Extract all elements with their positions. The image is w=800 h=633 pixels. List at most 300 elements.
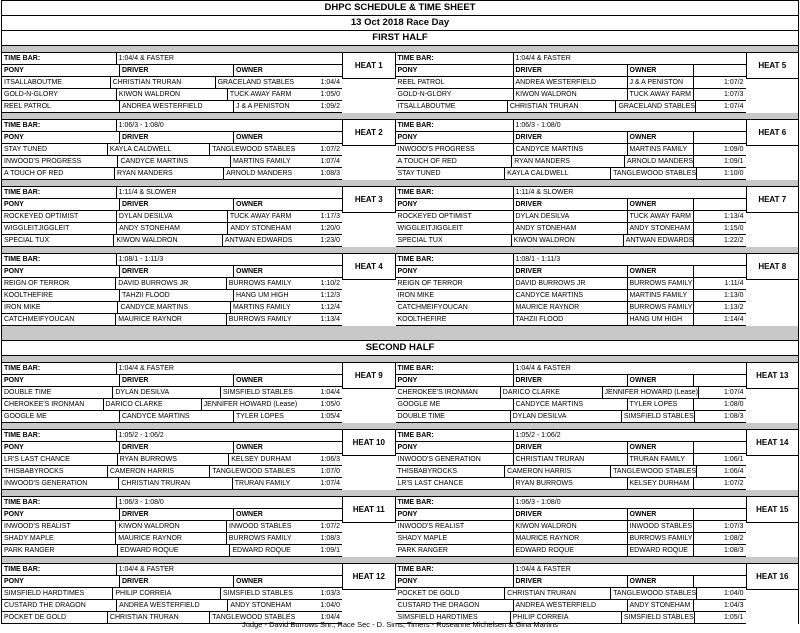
owner-name: HANG UM HIGH [628,314,694,325]
page-title: DHPC SCHEDULE & TIME SHEET [1,0,799,15]
column-header-row [396,132,746,144]
owner-name: BURROWS FAMILY [629,304,693,311]
finish-time: 1:07/2 [320,523,340,530]
owner-name: TYLER LOPES [628,399,694,410]
time-header [290,65,342,76]
owner-name: TANGLEWOOD STABLES [613,468,697,475]
pony-name: STAY TUNED [2,144,108,155]
owner-header: OWNER [628,266,694,277]
time-header [290,199,342,210]
table-row [2,278,342,290]
pony-header: PONY [396,576,514,587]
owner-header: OWNER [628,442,694,453]
driver-name: PHILIP CORREIA [113,588,221,599]
driver-name: KIWON WALDRON [117,89,228,100]
driver-header: DRIVER [514,576,628,587]
finish-time: 1:07/3 [724,523,744,530]
driver-name: MAURICE RAYNOR [514,533,628,544]
table-row [2,387,342,399]
pony-name: ROCKEYED OPTIMIST [2,211,117,222]
column-header-row [396,442,746,454]
time-bar-row [2,496,342,509]
time-bar-label: TIME BAR: [2,254,117,265]
heat-number: HEAT 1 [342,52,396,79]
driver-name: ANDREA WESTERFIELD [117,600,228,611]
driver-header: DRIVER [120,132,234,143]
finish-time: 1:07/4 [724,389,744,396]
owner-name: SIMSFIELD STABLES [623,413,694,420]
owner-name: BURROWS FAMILY [629,280,693,287]
pony-name: WIGGLEITJIGGLEIT [396,223,514,234]
heat-number: HEAT 10 [342,429,396,456]
time-bar-label: TIME BAR: [2,53,117,64]
time-bar-value: 1:06/3 - 1:08/0 [118,122,164,129]
right-heat-table [396,362,746,423]
driver-header: DRIVER [514,442,628,453]
finish-time: 1:08/3 [320,535,340,542]
driver-name: ANDY STONEHAM [514,223,628,234]
pony-header: PONY [396,509,514,520]
time-header [694,375,746,386]
time-bar-label: TIME BAR: [396,120,514,131]
owner-header: OWNER [236,134,263,141]
driver-name: CANDYCE MARTINS [514,144,628,155]
left-heat-table [2,186,342,247]
table-row [396,101,746,113]
driver-header: DRIVER [120,266,234,277]
halves-container [1,30,799,624]
finish-time: 1:23/0 [320,237,340,244]
owner-name: ANDY STONEHAM [628,223,694,234]
driver-header: DRIVER [120,375,234,386]
pony-name: ROCKEYED OPTIMIST [396,211,514,222]
left-heat-table [2,429,342,490]
column-header-row [396,199,746,211]
finish-time: 1:07/2 [724,480,744,487]
driver-name: KIWON WALDRON [514,89,628,100]
driver-name: CHRISTIAN TRURAN [514,454,628,465]
driver-name: DYLAN DESILVA [113,387,221,398]
pony-header: PONY [2,199,120,210]
owner-name: TUCK AWAY FARM [628,211,694,222]
driver-name: CANDYCE MARTINS [118,302,231,313]
right-heat-table [396,563,746,624]
time-bar-value: 1:11/4 & SLOWER [515,189,574,196]
time-bar-row [396,362,746,375]
column-header-row [396,266,746,278]
heat-number: HEAT 2 [342,119,396,146]
pony-name: INWOOD'S GENERATION [2,478,119,489]
finish-time: 1:07/4 [724,103,744,110]
finish-time: 1:09/1 [320,547,340,554]
driver-name: KIWON WALDRON [114,235,223,246]
owner-name: KELSEY DURHAM [231,456,292,463]
time-bar-row [396,429,746,442]
driver-name: CHRISTIAN TRURAN [119,478,232,489]
pony-name: REIGN OF TERROR [2,278,116,289]
officials-footer: Judge - David Burrows Snr.; Race Sec - D. Sims; Timers - Roseanne Michelsen & Gina Martins [242,620,558,629]
pony-header: PONY [396,132,514,143]
pony-header: PONY [396,442,514,453]
finish-time: 1:04/0 [724,590,744,597]
time-bar-row [2,362,342,375]
race-date: 13 Oct 2018 Race Day [1,15,799,30]
pony-name: SHADY MAPLE [396,533,514,544]
finish-time: 1:05/1 [724,614,744,621]
time-bar-value: 1:06/3 - 1:08/0 [515,499,561,506]
driver-header: DRIVER [514,509,628,520]
time-header [694,442,746,453]
owner-name: BURROWS FAMILY [228,280,292,287]
column-header-row [2,132,342,144]
owner-header: OWNER [628,132,694,143]
finish-time: 1:05/4 [320,413,340,420]
pony-name: THISBABYROCKS [396,466,506,477]
heat-number: HEAT 14 [746,429,799,456]
heat-number: HEAT 3 [342,186,396,213]
time-header [694,266,746,277]
table-row [2,223,342,235]
table-row [2,290,342,302]
finish-time: 1:08/3 [320,170,340,177]
pony-header: PONY [396,266,514,277]
owner-name: SIMSFIELD STABLES [623,614,694,621]
column-header-row [396,375,746,387]
time-bar-row [396,253,746,266]
owner-header: OWNER [628,375,694,386]
heat-block [1,186,799,247]
time-header [290,442,342,453]
column-header-row [2,509,342,521]
owner-header: OWNER [628,509,694,520]
driver-name: PHILIP CORREIA [511,612,622,623]
table-row [2,168,342,180]
owner-name: JENNIFER HOWARD (Lease) [604,389,699,396]
pony-name: INWOOD'S REALIST [2,521,116,532]
finish-time: 1:04/4 [320,79,340,86]
owner-header: OWNER [236,268,263,275]
driver-name: TAHZII FLOOD [120,290,234,301]
owner-name: EDWARD ROQUE [232,547,291,554]
finish-time: 1:17/3 [320,213,340,220]
finish-time: 1:04/0 [320,602,340,609]
pony-header: PONY [2,375,120,386]
driver-name: CANDYCE MARTINS [118,156,231,167]
table-row [2,466,342,478]
driver-name: CHRISTIAN TRURAN [108,612,210,623]
pony-name: KOOLTHEFIRE [2,290,120,301]
finish-time: 1:11/4 [724,280,744,287]
column-header-row [2,65,342,77]
owner-header: OWNER [236,201,263,208]
owner-name: MARTINS FAMILY [628,144,694,155]
pony-name: CUSTARD THE DRAGON [396,600,514,611]
pony-name: STAY TUNED [396,168,506,179]
pony-header: PONY [396,65,514,76]
time-bar-label: TIME BAR: [2,564,117,575]
finish-time: 1:13/4 [724,213,744,220]
owner-header: OWNER [628,576,694,587]
column-header-row [2,442,342,454]
finish-time: 1:07/4 [320,480,340,487]
time-header [290,576,342,587]
column-header-row [396,509,746,521]
table-row [2,235,342,247]
right-heat-table [396,496,746,557]
driver-name: MAURICE RAYNOR [514,302,628,313]
finish-time: 1:12/3 [320,292,340,299]
pony-header: PONY [2,442,120,453]
half-title: SECOND HALF [1,340,799,356]
table-row [2,533,342,545]
finish-time: 1:05/0 [320,91,340,98]
time-bar-row [2,186,342,199]
pony-name: INWOOD'S GENERATION [396,454,514,465]
table-row [396,77,746,89]
time-header [290,375,342,386]
heat-number: HEAT 11 [342,496,396,523]
driver-name: DYLAN DESILVA [117,211,228,222]
owner-name: ANTWAN EDWARDS [625,237,694,244]
half-title: FIRST HALF [1,30,799,46]
table-row [396,223,746,235]
pony-header: PONY [396,375,514,386]
finish-time: 1:22/2 [724,237,744,244]
pony-name: GOLD-N-GLORY [396,89,514,100]
owner-name: EDWARD ROQUE [628,545,694,556]
heat-block [1,563,799,624]
driver-header: DRIVER [120,65,234,76]
owner-name: HANG UM HIGH [236,292,289,299]
half-separator [1,326,799,340]
driver-header: DRIVER [120,509,234,520]
driver-name: RYAN BURROWS [118,454,230,465]
table-row [2,521,342,533]
driver-name: RYAN BURROWS [514,478,628,489]
pony-name: CATCHMEIFYOUCAN [2,314,116,325]
table-row [396,168,746,180]
table-row [2,600,342,612]
time-bar-value: 1:04/4 & FASTER [118,55,174,62]
pony-name: REIGN OF TERROR [396,278,514,289]
driver-header: DRIVER [120,442,234,453]
table-row [2,478,342,490]
heat-number: HEAT 13 [746,362,799,389]
pony-name: LR'S LAST CHANCE [396,478,514,489]
finish-time: 1:13/0 [724,292,744,299]
table-row [396,211,746,223]
time-bar-value: 1:04/4 & FASTER [118,566,174,573]
driver-name: ANDREA WESTERFIELD [120,101,234,112]
time-bar-row [396,119,746,132]
finish-time: 1:09/1 [724,158,744,165]
driver-name: KAYLA CALDWELL [108,144,210,155]
column-header-row [396,576,746,588]
owner-name: BURROWS FAMILY [228,316,292,323]
owner-name: SIMSFIELD STABLES [222,389,293,396]
driver-header: DRIVER [514,132,628,143]
owner-name: J & A PENISTON [628,77,694,88]
finish-time: 1:08/3 [724,413,744,420]
pony-name: IRON MIKE [396,290,514,301]
pony-name: INWOOD'S REALIST [396,521,514,532]
heat-number: HEAT 15 [746,496,799,523]
owner-header: OWNER [236,578,263,585]
time-header [290,132,342,143]
heat-block [1,496,799,557]
table-row [396,89,746,101]
pony-name: GOLD-N-GLORY [2,89,117,100]
driver-name: CANDYCE MARTINS [514,290,628,301]
heat-number: HEAT 8 [746,253,799,280]
time-bar-row [396,496,746,509]
owner-name: TUCK AWAY FARM [229,213,292,220]
pony-name: KOOLTHEFIRE [396,314,514,325]
left-heat-table [2,52,342,113]
driver-name: ANDY STONEHAM [117,223,228,234]
finish-time: 1:06/4 [724,468,744,475]
left-heat-table [2,362,342,423]
owner-name: MARTINS FAMILY [628,290,694,301]
finish-time: 1:20/0 [320,225,340,232]
time-bar-row [396,186,746,199]
finish-time: 1:07/2 [320,146,340,153]
owner-name: KELSEY DURHAM [628,478,694,489]
right-heat-table [396,186,746,247]
time-bar-label: TIME BAR: [2,120,117,131]
right-heat-table [396,52,746,113]
table-row [396,235,746,247]
table-row [2,454,342,466]
table-row [396,278,746,290]
driver-name: RYAN MANDERS [115,168,224,179]
finish-time: 1:04/3 [724,602,744,609]
column-header-row [2,266,342,278]
owner-name: BURROWS FAMILY [228,535,292,542]
owner-name: ANDY STONEHAM [628,600,694,611]
time-bar-value: 1:04/4 & FASTER [515,365,571,372]
owner-header: OWNER [236,377,263,384]
driver-name: DYLAN DESILVA [511,411,622,422]
finish-time: 1:13/2 [724,304,744,311]
time-bar-value: 1:05/2 - 1:06/2 [118,432,164,439]
heat-block [1,119,799,180]
finish-time: 1:03/3 [320,590,340,597]
time-bar-label: TIME BAR: [396,363,514,374]
table-row [2,144,342,156]
table-row [396,144,746,156]
pony-header: PONY [2,576,120,587]
pony-name: POCKET DE GOLD [396,588,506,599]
owner-name: TYLER LOPES [236,413,284,420]
table-row [396,387,746,399]
left-heat-table [2,253,342,326]
time-bar-row [2,52,342,65]
driver-name: KIWON WALDRON [514,521,628,532]
time-header [694,199,746,210]
table-row [2,411,342,423]
finish-time: 1:06/3 [320,456,340,463]
driver-name: TAHZII FLOOD [514,314,628,325]
driver-name: CAMERON HARRIS [505,466,611,477]
table-row [2,399,342,411]
owner-name: TRURAN FAMILY [234,480,291,487]
driver-name: KIWON WALDRON [116,521,227,532]
table-row [2,314,342,326]
owner-name: TUCK AWAY FARM [229,91,292,98]
pony-name: A TOUCH OF RED [396,156,513,167]
finish-time: 1:08/2 [724,535,744,542]
driver-name: DAVID BURROWS JR [514,278,628,289]
table-row [396,600,746,612]
time-bar-row [396,52,746,65]
time-bar-value: 1:06/3 - 1:08/0 [118,499,164,506]
pony-name: A TOUCH OF RED [2,168,115,179]
pony-header: PONY [2,65,120,76]
pony-name: CUSTARD THE DRAGON [2,600,117,611]
owner-name: ARNOLD MANDERS [226,170,293,177]
driver-name: CAMERON HARRIS [108,466,210,477]
left-heat-table [2,119,342,180]
pony-name: WIGGLEITJIGGLEIT [2,223,117,234]
pony-name: DOUBLE TIME [396,411,511,422]
driver-name: DARICO CLARKE [501,387,603,398]
time-header [694,509,746,520]
driver-name: CHRISTIAN TRURAN [508,101,617,112]
table-row [396,156,746,168]
owner-name: SIMSFIELD STABLES [222,590,293,597]
table-row [396,314,746,326]
time-bar-label: TIME BAR: [2,497,117,508]
time-header [290,266,342,277]
time-bar-value: 1:06/3 - 1:08/0 [515,122,561,129]
driver-header: DRIVER [120,199,234,210]
time-bar-row [2,563,342,576]
driver-name: DAVID BURROWS JR [116,278,226,289]
pony-name: GOOGLE ME [2,411,120,422]
time-header [290,509,342,520]
finish-time: 1:08/3 [724,547,744,554]
owner-name: TANGLEWOOD STABLES [613,590,697,597]
time-bar-value: 1:11/4 & SLOWER [118,189,177,196]
table-row [2,101,342,113]
driver-name: KAYLA CALDWELL [505,168,611,179]
driver-header: DRIVER [514,375,628,386]
driver-name: CANDYCE MARTINS [120,411,234,422]
finish-time: 1:07/2 [724,79,744,86]
pony-name: SPECIAL TUX [2,235,114,246]
pony-header: PONY [2,509,120,520]
pony-name: PARK RANGER [2,545,118,556]
driver-header: DRIVER [514,266,628,277]
pony-name: CHEROKEE'S IRONMAN [396,387,501,398]
time-header [694,132,746,143]
finish-time: 1:09/2 [320,103,340,110]
pony-name: ITSALLABOUTME [2,77,111,88]
pony-name: REEL PATROL [396,77,514,88]
heat-block [1,362,799,423]
owner-name: BURROWS FAMILY [629,535,693,542]
column-header-row [2,375,342,387]
heat-block [1,253,799,326]
driver-name: DARICO CLARKE [104,399,202,410]
pony-name: INWOOD'S PROGRESS [2,156,118,167]
driver-name: MAURICE RAYNOR [116,314,226,325]
time-bar-label: TIME BAR: [396,497,514,508]
driver-name: CANDYCE MARTINS [514,399,628,410]
owner-header: OWNER [628,65,694,76]
driver-name: KIWON WALDRON [512,235,624,246]
